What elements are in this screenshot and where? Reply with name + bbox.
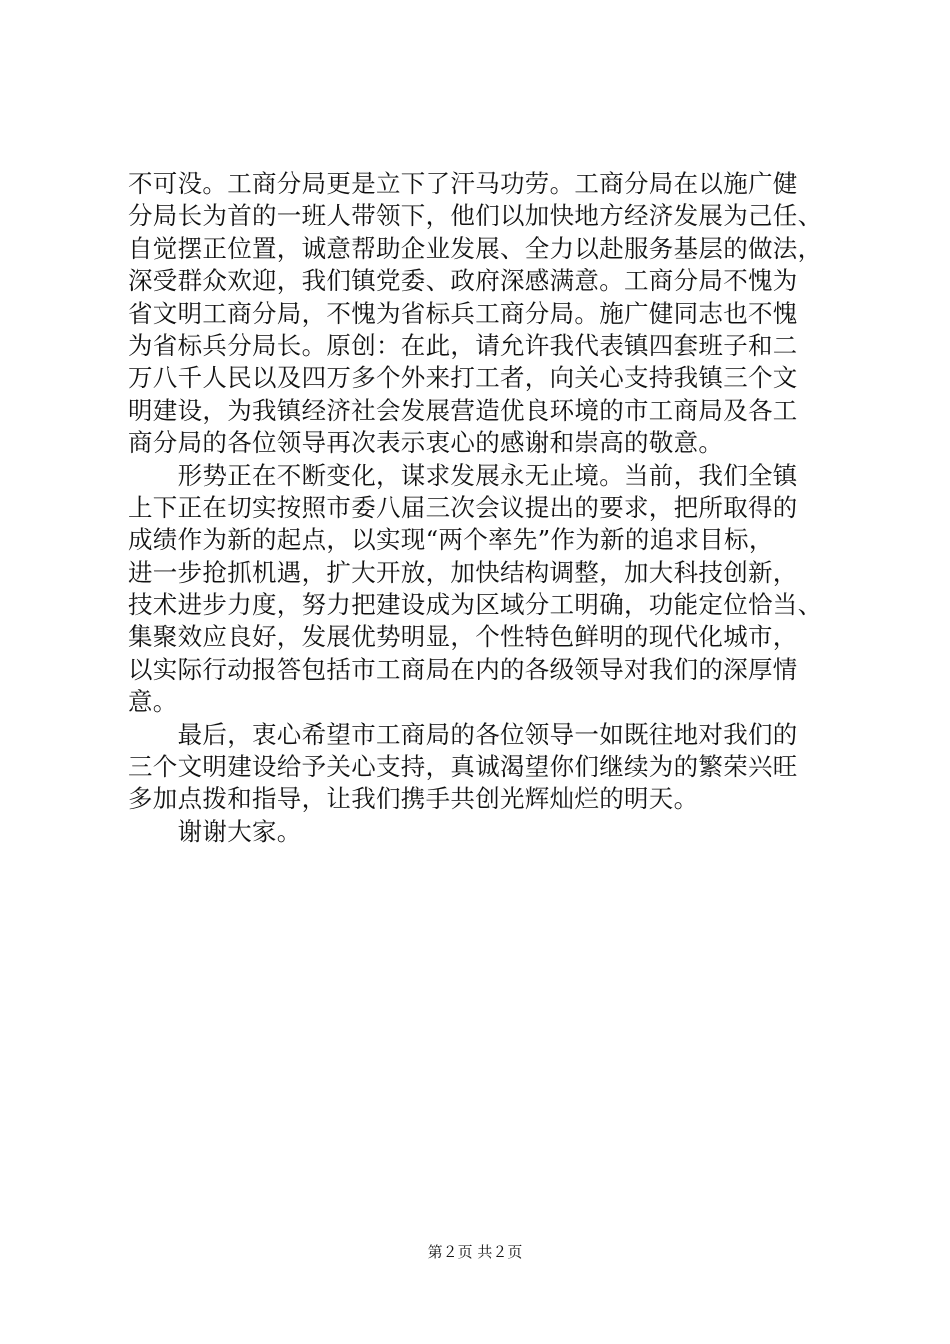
body-text — [128, 168, 848, 848]
text-line: 成绩作为新的起点，以实现“两个率先”作为新的追求目标， — [128, 525, 774, 555]
text-line: 最后，衷心希望市工商局的各位领导一如既往地对我们的 — [128, 719, 798, 749]
page-footer — [0, 1241, 950, 1263]
text-line: 自觉摆正位置，诚意帮助企业发展、全力以赴服务基层的做法， — [128, 233, 823, 263]
text-line: 万八千人民以及四万多个外来打工者，向关心支持我镇三个文 — [128, 363, 798, 393]
text-line: 意。 — [128, 687, 178, 717]
page-number: 第２页 共２页 — [427, 1243, 523, 1261]
text-line: 多加点拨和指导，让我们携手共创光辉灿烂的明天。 — [128, 784, 699, 814]
text-line: 以实际行动报答包括市工商局在内的各级领导对我们的深厚情 — [128, 654, 798, 684]
text-line: 深受群众欢迎，我们镇党委、政府深感满意。工商分局不愧为 — [128, 266, 798, 296]
text-line: 明建设，为我镇经济社会发展营造优良环境的市工商局及各工 — [128, 395, 798, 425]
text-line: 进一步抢抓机遇，扩大开放，加快结构调整，加大科技创新， — [128, 557, 798, 587]
text-line: 分局长为首的一班人带领下，他们以加快地方经济发展为己任、 — [128, 201, 823, 231]
text-line: 上下正在切实按照市委八届三次会议提出的要求，把所取得的 — [128, 492, 798, 522]
text-line: 技术进步力度，努力把建设成为区域分工明确，功能定位恰当、 — [128, 590, 823, 620]
text-line: 为省标兵分局长。原创：在此，请允许我代表镇四套班子和二 — [128, 330, 798, 360]
text-line: 商分局的各位领导再次表示衷心的感谢和崇高的敬意。 — [128, 428, 724, 458]
text-line: 省文明工商分局，不愧为省标兵工商分局。施广健同志也不愧 — [128, 298, 798, 328]
text-line: 三个文明建设给予关心支持，真诚渴望你们继续为的繁荣兴旺 — [128, 752, 798, 782]
text-line: 谢谢大家。 — [128, 816, 302, 846]
text-line: 形势正在不断变化，谋求发展永无止境。当前，我们全镇 — [128, 460, 798, 490]
text-line: 集聚效应良好，发展优势明显，个性特色鲜明的现代化城市， — [128, 622, 798, 652]
text-line: 不可没。工商分局更是立下了汗马功劳。工商分局在以施广健 — [128, 169, 798, 198]
